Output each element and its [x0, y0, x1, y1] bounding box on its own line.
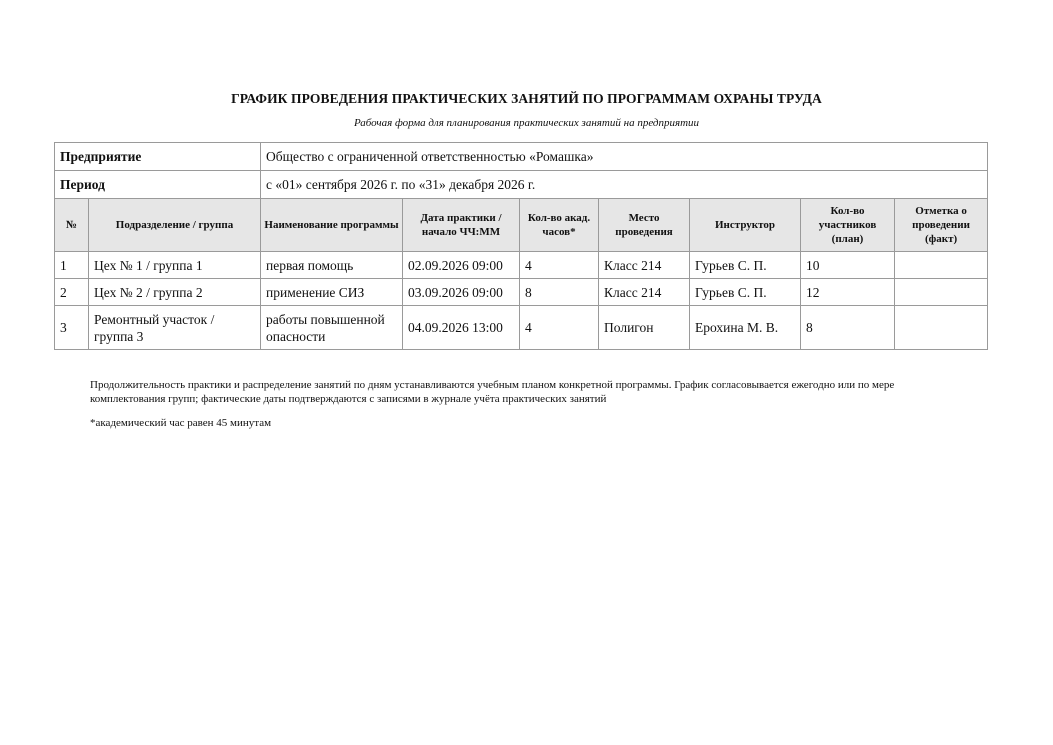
table-row	[55, 306, 988, 350]
cell-num: 3	[55, 306, 89, 350]
page-title: ГРАФИК ПРОВЕДЕНИЯ ПРАКТИЧЕСКИХ ЗАНЯТИЙ ПО ПРОГРАММАМ ОХРАНЫ ТРУДА	[231, 91, 822, 106]
period-value: с «01» сентября 2026 г. по «31» декабря 2026 г.	[261, 171, 988, 199]
table-row	[55, 252, 988, 279]
cell-date: 03.09.2026 09:00	[403, 279, 520, 306]
cell-instructor: Ерохина М. В.	[690, 306, 801, 350]
cell-date: 04.09.2026 13:00	[403, 306, 520, 350]
cell-instructor: Гурьев С. П.	[690, 252, 801, 279]
cell-participants: 8	[801, 306, 895, 350]
cell-instructor: Гурьев С. П.	[690, 279, 801, 306]
header-hours: Кол-во акад. часов*	[520, 199, 599, 252]
header-participants: Кол-во участников (план)	[801, 199, 895, 252]
cell-hours: 8	[520, 279, 599, 306]
enterprise-row	[55, 143, 988, 171]
cell-hours: 4	[520, 306, 599, 350]
notes-text: Продолжительность практики и распределение занятий по дням устанавливаются учебным планом конкретной программы. График согласовывается ежегодно или по мере комплектования групп; фактические даты подтверждаются с записями в журнале учёта практических занятий	[90, 379, 895, 405]
cell-program: первая помощь	[261, 252, 403, 279]
cell-mark	[895, 306, 988, 350]
cell-place: Полигон	[599, 306, 690, 350]
schedule-table	[54, 142, 988, 350]
table-header	[55, 199, 988, 252]
header-program: Наименование программы	[261, 199, 403, 252]
cell-mark	[895, 279, 988, 306]
cell-program: работы повышенной опасности	[261, 306, 403, 350]
header-num: №	[55, 199, 89, 252]
cell-place: Класс 214	[599, 252, 690, 279]
cell-division: Цех № 2 / группа 2	[89, 279, 261, 306]
cell-date: 02.09.2026 09:00	[403, 252, 520, 279]
header-instructor: Инструктор	[690, 199, 801, 252]
cell-mark	[895, 252, 988, 279]
cell-participants: 12	[801, 279, 895, 306]
header-mark: Отметка о проведении (факт)	[895, 199, 988, 252]
footnote: *академический час равен 45 минутам	[90, 417, 272, 429]
cell-division: Цех № 1 / группа 1	[89, 252, 261, 279]
enterprise-label: Предприятие	[55, 143, 261, 171]
header-division: Подразделение / группа	[89, 199, 261, 252]
cell-participants: 10	[801, 252, 895, 279]
cell-hours: 4	[520, 252, 599, 279]
header-date: Дата практики / начало ЧЧ:ММ	[403, 199, 520, 252]
header-place: Место проведения	[599, 199, 690, 252]
period-row	[55, 171, 988, 199]
enterprise-value: Общество с ограниченной ответственностью «Ромашка»	[261, 143, 988, 171]
cell-program: применение СИЗ	[261, 279, 403, 306]
cell-division: Ремонтный участок / группа 3	[89, 306, 261, 350]
table-row	[55, 279, 988, 306]
page-subtitle: Рабочая форма для планирования практических занятий на предприятии	[353, 117, 700, 129]
period-label: Период	[55, 171, 261, 199]
cell-num: 1	[55, 252, 89, 279]
cell-num: 2	[55, 279, 89, 306]
cell-place: Класс 214	[599, 279, 690, 306]
